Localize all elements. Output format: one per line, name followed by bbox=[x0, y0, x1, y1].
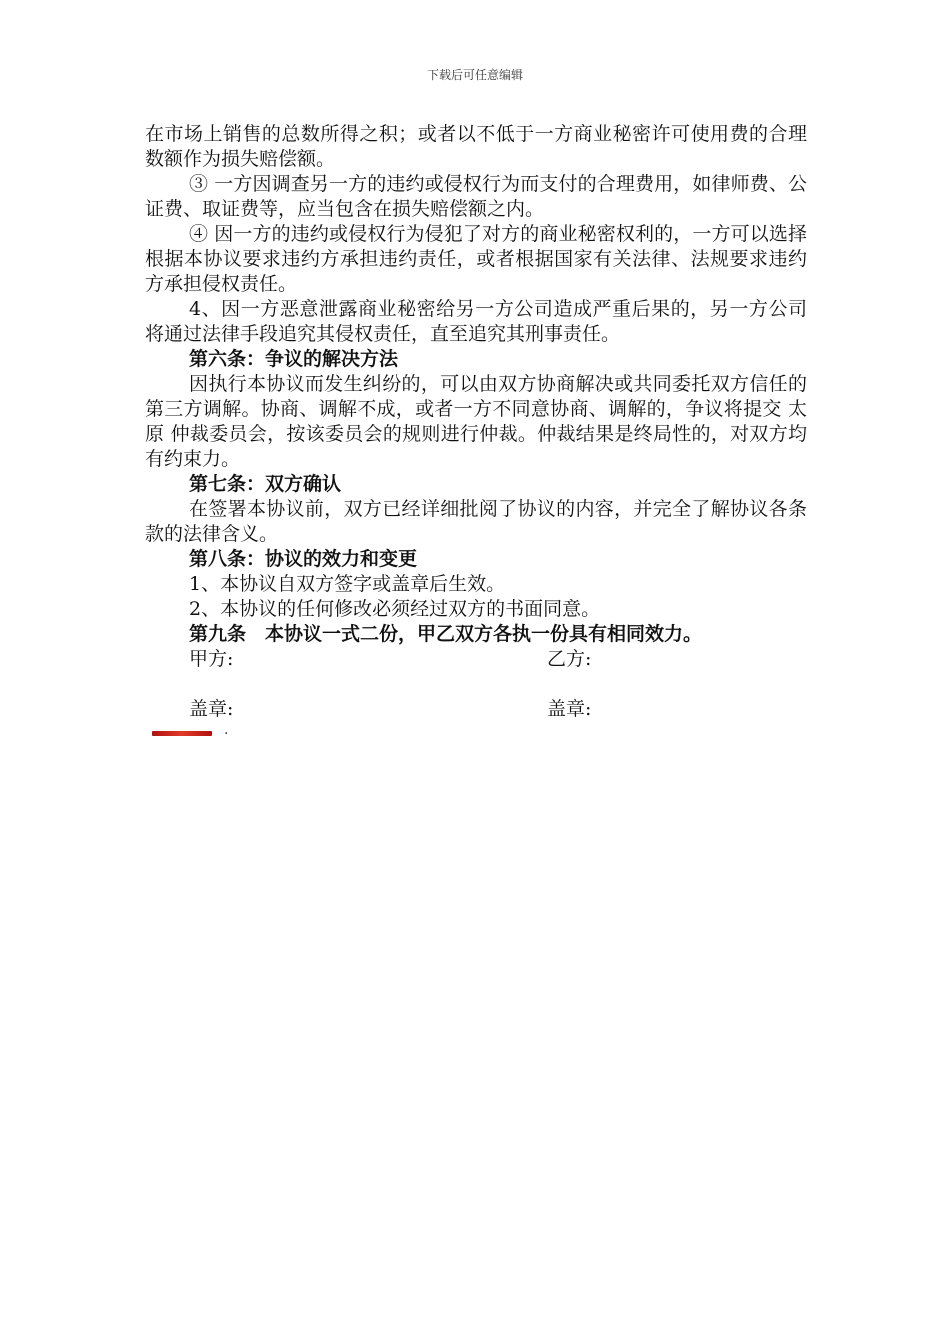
article-8-item-1: 1、本协议自双方签字或盖章后生效。 bbox=[189, 573, 506, 595]
paragraph-item-4: ④ 因一方的违约或侵权行为侵犯了对方的商业秘密权利的，一方可以选择根据本协议要求违约方承担违约责任，或者根据国家有关法律、法规要求违约方承担侵权责任。 bbox=[145, 223, 807, 295]
article-8-heading: 第八条：协议的效力和变更 bbox=[189, 548, 418, 570]
article-8-item-2: 2、本协议的任何修改必须经过双方的书面同意。 bbox=[189, 598, 601, 620]
signature-spacer bbox=[145, 672, 807, 697]
party-a-label: 甲方: bbox=[189, 648, 234, 670]
article-9-heading: 第九条 本协议一式二份，甲乙双方各执一份具有相同效力。 bbox=[189, 623, 703, 645]
document-body bbox=[145, 122, 807, 722]
footer-dot: . bbox=[224, 722, 229, 738]
red-decorative-bar bbox=[152, 731, 212, 736]
seal-b-label: 盖章: bbox=[547, 698, 592, 720]
article-6-heading: 第六条：争议的解决方法 bbox=[189, 348, 399, 370]
paragraph-clause-4: 4、因一方恶意泄露商业秘密给另一方公司造成严重后果的，另一方公司将通过法律手段追究其侵权责任，直至追究其刑事责任。 bbox=[145, 298, 807, 345]
seal-row bbox=[145, 697, 807, 722]
article-6-text: 因执行本协议而发生纠纷的，可以由双方协商解决或共同委托双方信任的第三方调解。协商、调解不成，或者一方不同意协商、调解的，争议将提交 太原 仲裁委员会，按该委员会的规则进行仲裁。仲裁结果是终局性的，对双方均有约束力。 bbox=[145, 373, 807, 470]
page-header: 下载后可任意编辑 bbox=[426, 68, 523, 82]
paragraph-continuation: 在市场上销售的总数所得之积；或者以不低于一方商业秘密许可使用费的合理数额作为损失赔偿额。 bbox=[145, 123, 807, 170]
party-b-label: 乙方: bbox=[547, 648, 592, 670]
article-7-text: 在签署本协议前，双方已经详细批阅了协议的内容，并完全了解协议各条款的法律含义。 bbox=[145, 498, 807, 545]
seal-a-label: 盖章: bbox=[189, 698, 234, 720]
article-7-heading: 第七条：双方确认 bbox=[189, 473, 342, 495]
paragraph-item-3: ③ 一方因调查另一方的违约或侵权行为而支付的合理费用，如律师费、公证费、取证费等，应当包含在损失赔偿额之内。 bbox=[145, 173, 807, 220]
party-signature-row bbox=[145, 647, 807, 672]
